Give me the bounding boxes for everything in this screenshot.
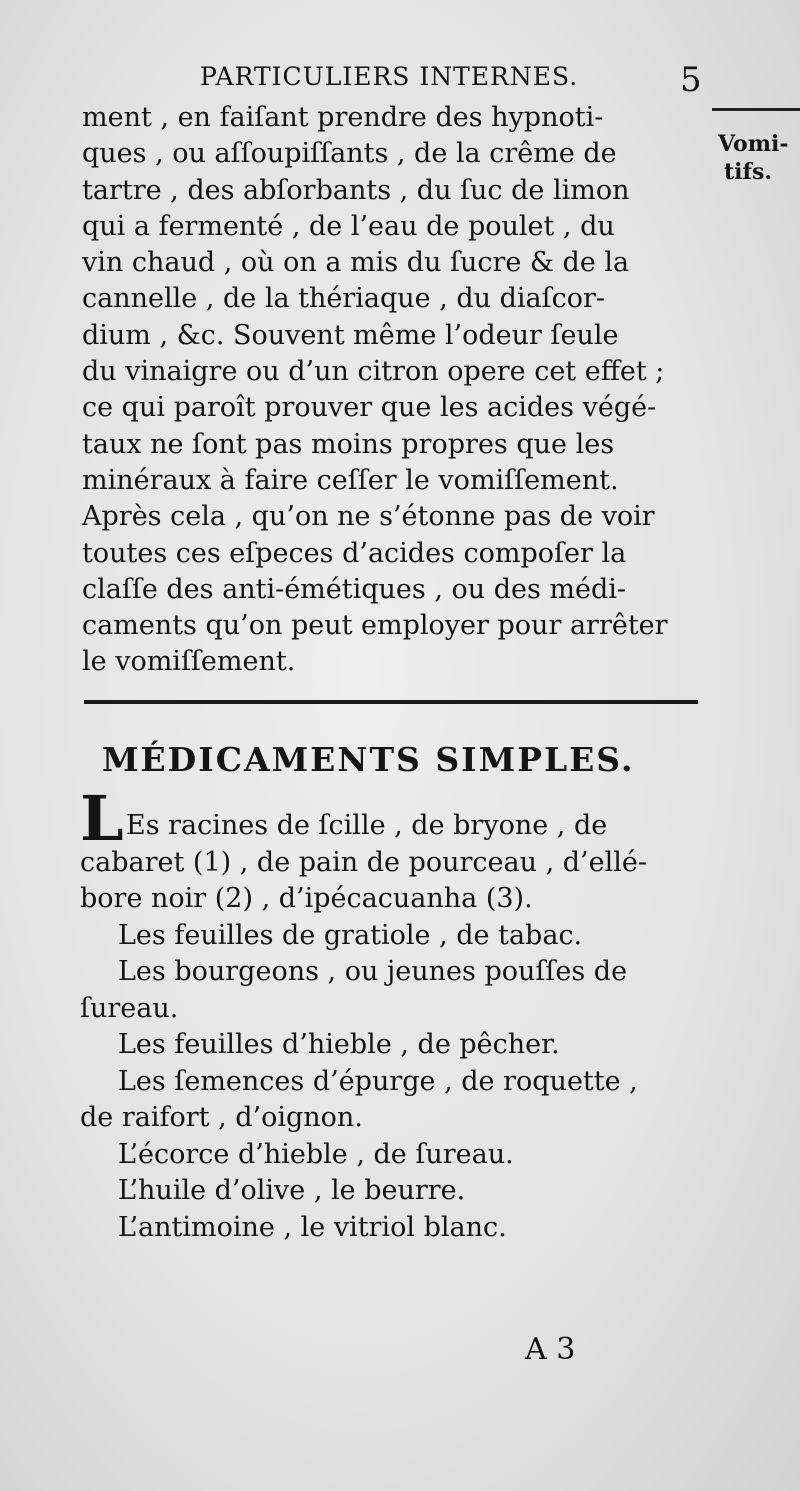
- text-line: minéraux à faire ceſſer le vomiſſement.: [82, 464, 619, 496]
- margin-note-line-2: tifs.: [724, 159, 773, 185]
- body-paragraph: [82, 100, 702, 681]
- list-line: bore noir (2) , d’ipécacuanha (3).: [80, 883, 533, 914]
- text-line: qui a fermenté , de l’eau de poulet , du: [82, 210, 615, 242]
- text-line: le vomiſſement.: [82, 646, 296, 678]
- text-line: ce qui paroît prouver que les acides végé-: [82, 392, 657, 424]
- text-line: ment , en faiſant prendre des hypnoti-: [82, 102, 604, 133]
- list-line: Es racines de ſcille , de bryone , de: [126, 810, 608, 841]
- page-number: 5: [680, 60, 702, 100]
- list-line: L’écorce d’hieble , de ſureau.: [118, 1138, 514, 1170]
- signature-mark: A 3: [525, 1332, 576, 1367]
- margin-rule: [712, 108, 800, 111]
- list-line: ſureau.: [80, 992, 179, 1024]
- list-line: Les ſemences d’épurge , de roquette ,: [118, 1065, 638, 1097]
- list-line: L’huile d’olive , le beurre.: [118, 1175, 466, 1206]
- text-line: vin chaud , où on a mis du ſucre & de la: [82, 247, 630, 279]
- text-line: dium , &c. Souvent même l’odeur ſeule: [82, 319, 619, 351]
- list-line: Les feuilles d’hieble , de pêcher.: [118, 1029, 560, 1060]
- text-line: du vinaigre ou d’un citron opere cet effet ;: [82, 356, 665, 388]
- text-line: Après cela , qu’on ne s’étonne pas de voir: [82, 501, 655, 533]
- text-line: tartre , des abſorbants , du ſuc de limon: [82, 174, 630, 206]
- text-line: toutes ces eſpeces d’acides compoſer la: [82, 537, 627, 569]
- running-head: PARTICULIERS INTERNES.: [200, 62, 579, 91]
- list-line: Les feuilles de gratiole , de tabac.: [118, 919, 583, 951]
- section-title: MÉDICAMENTS SIMPLES.: [102, 740, 635, 779]
- list-line: de raifort , d’oignon.: [80, 1102, 363, 1133]
- list-line: cabaret (1) , de pain de pourceau , d’ellé-: [80, 846, 647, 878]
- text-line: claſſe des anti-émétiques , ou des médi-: [82, 573, 627, 605]
- text-line: caments qu’on peut employer pour arrêter: [82, 610, 668, 642]
- text-line: taux ne ſont pas moins propres que les: [82, 428, 615, 460]
- list-line: Les bourgeons , ou jeunes pouſſes de: [118, 956, 628, 987]
- text-line: cannelle , de la thériaque , du diaſcor-: [82, 283, 606, 315]
- medicament-list: [80, 808, 710, 1246]
- margin-note: [718, 130, 789, 186]
- list-line: L’antimoine , le vitriol blanc.: [118, 1211, 507, 1243]
- margin-note-line-1: Vomi-: [718, 131, 789, 157]
- text-line: ques , ou aſſoupiſſants , de la crême de: [82, 138, 617, 170]
- drop-cap: L: [80, 782, 124, 855]
- section-divider: [84, 700, 698, 704]
